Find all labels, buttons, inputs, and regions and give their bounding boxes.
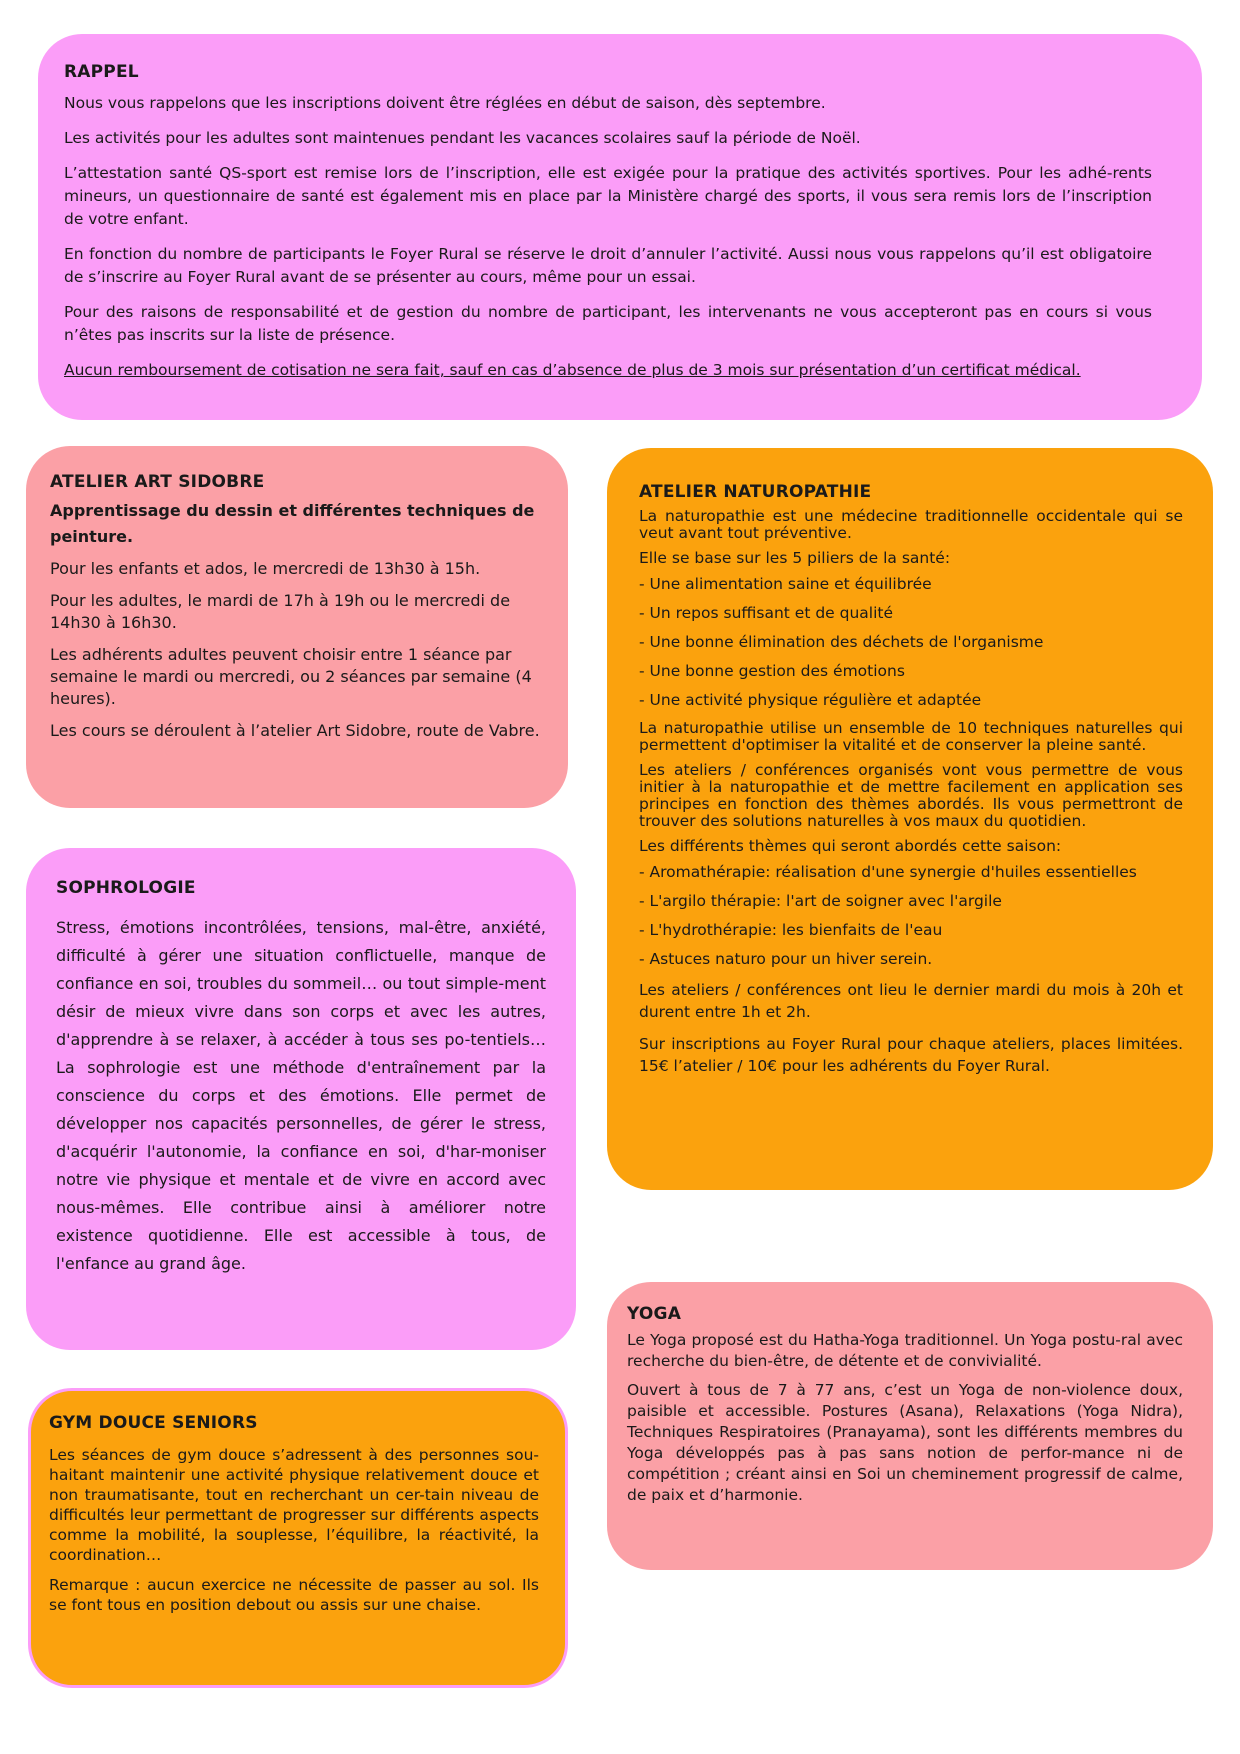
rappel-paragraph: En fonction du nombre de participants le Foyer Rural se réserve le droit d’annuler l’activité. Aussi nous vous rappelons qu’il est obligatoire de s’inscrire au Foyer Rural avant de se présenter au cours, même pour un essai. xyxy=(64,245,1152,286)
art-subtitle: Apprentissage du dessin et différentes techniques de peinture. xyxy=(50,501,535,546)
atelier-art-sidobre-panel xyxy=(26,446,568,808)
naturo-piliers-list xyxy=(639,575,1183,710)
naturo-themes-list xyxy=(639,863,1183,969)
list-item: - L'argilo thérapie: l'art de soigner avec l'argile xyxy=(639,892,1002,910)
gym-paragraph: Remarque : aucun exercice ne nécessite de passer au sol. Ils se font tous en position debout ou assis sur une chaise. xyxy=(49,1576,539,1614)
yoga-paragraph: Le Yoga proposé est du Hatha-Yoga traditionnel. Un Yoga postu-ral avec recherche du bien-être, de détente et de convivialité. xyxy=(627,1331,1183,1370)
yoga-panel xyxy=(607,1282,1213,1570)
naturo-paragraph: Elle se base sur les 5 piliers de la santé: xyxy=(639,549,951,567)
naturo-paragraph: Sur inscriptions au Foyer Rural pour chaque ateliers, places limitées. 15€ l’atelier / 10€ pour les adhérents du Foyer Rural. xyxy=(639,1035,1183,1075)
rappel-paragraph: Pour des raisons de responsabilité et de gestion du nombre de participant, les intervenants ne vous accepteront pas en cours si vous n’êtes pas inscrits sur la liste de présence. xyxy=(64,303,1152,344)
naturo-paragraph: Les ateliers / conférences ont lieu le dernier mardi du mois à 20h et durent entre 1h et 2h. xyxy=(639,981,1183,1021)
yoga-paragraph: Ouvert à tous de 7 à 77 ans, c’est un Yoga de non-violence doux, paisible et accessible. Postures (Asana), Relaxations (Yoga Nidra), Techniques Respiratoires (Pranayama), sont les différents membres du Yoga développés pas à pas sans notion de perfor-mance ni de compétition ; créant ainsi en Soi un cheminement progressif de calme, de paix et d’harmonie. xyxy=(627,1381,1183,1504)
list-item: - L'hydrothérapie: les bienfaits de l'eau xyxy=(639,921,943,939)
list-item: - Une activité physique régulière et adaptée xyxy=(639,691,982,709)
rappel-panel xyxy=(38,34,1202,420)
rappel-paragraph: Nous vous rappelons que les inscriptions doivent être réglées en début de saison, dès septembre. xyxy=(64,94,826,112)
naturo-title: ATELIER NATUROPATHIE xyxy=(639,482,872,502)
sophro-paragraph: Stress, émotions incontrôlées, tensions, mal-être, anxiété, difficulté à gérer une situation conflictuelle, manque de confiance en soi, troubles du sommeil… ou tout simple-ment désir de mieux vivre dans son corps et avec les autres, d'apprendre à se relaxer, à accéder à tous ses po-tentiels… La sophrologie est une méthode d'entraînement par la conscience du corps et des émotions. Elle permet de développer nos capacités personnelles, de gérer le stress, d'acquérir l'autonomie, la confiance en soi, d'har-moniser notre vie physique et mentale et de vivre en accord avec nous-mêmes. Elle contribue ainsi à améliorer notre existence quotidienne. Elle est accessible à tous, de l'enfance au grand âge. xyxy=(56,918,546,1273)
list-item: - Un repos suffisant et de qualité xyxy=(639,604,894,622)
rappel-paragraph: L’attestation santé QS-sport est remise lors de l’inscription, elle est exigée pour la pratique des activités sportives. Pour les adhé-rents mineurs, un questionnaire de santé est également mis en place par la Ministère chargé des sports, il vous sera remis lors de l’inscription de votre enfant. xyxy=(64,164,1152,228)
rappel-title: RAPPEL xyxy=(64,62,139,82)
list-item: - Une alimentation saine et équilibrée xyxy=(639,575,932,593)
yoga-title: YOGA xyxy=(627,1304,682,1324)
art-paragraph: Pour les adultes, le mardi de 17h à 19h ou le mercredi de 14h30 à 16h30. xyxy=(50,591,511,632)
naturo-paragraph: La naturopathie est une médecine traditionnelle occidentale qui se veut avant tout préventive. xyxy=(639,507,1183,542)
atelier-naturopathie-panel xyxy=(607,448,1213,1190)
art-paragraph: Pour les enfants et ados, le mercredi de 13h30 à 15h. xyxy=(50,559,481,578)
sophrologie-panel xyxy=(26,848,576,1350)
list-item: - Une bonne élimination des déchets de l'organisme xyxy=(639,633,1044,651)
gym-title: GYM DOUCE SENIORS xyxy=(49,1413,258,1433)
list-item: - Astuces naturo pour un hiver serein. xyxy=(639,950,933,968)
naturo-paragraph: Les différents thèmes qui seront abordés cette saison: xyxy=(639,837,1062,855)
art-paragraph: Les cours se déroulent à l’atelier Art Sidobre, route de Vabre. xyxy=(50,721,540,740)
gym-paragraph: Les séances de gym douce s’adressent à des personnes sou-haitant maintenir une activité physique relativement douce et non traumatisante, tout en recherchant un cer-tain niveau de difficultés leur permettant de progresser sur différents aspects comme la mobilité, la souplesse, l’équilibre, la réactivité, la coordination… xyxy=(49,1446,539,1564)
list-item: - Aromathérapie: réalisation d'une synergie d'huiles essentielles xyxy=(639,863,1137,881)
rappel-refund-notice: Aucun remboursement de cotisation ne sera fait, sauf en cas d’absence de plus de 3 mois sur présentation d’un certificat médical. xyxy=(64,361,1081,379)
art-title: ATELIER ART SIDOBRE xyxy=(50,472,265,492)
art-paragraph: Les adhérents adultes peuvent choisir entre 1 séance par semaine le mardi ou mercredi, ou 2 séances par semaine (4 heures). xyxy=(50,645,532,708)
naturo-paragraph: Les ateliers / conférences organisés vont vous permettre de vous initier à la naturopathie et de mettre facilement en application ses principes en fonction des thèmes abordés. Ils vous permettront de trouver des solutions naturelles à vos maux du quotidien. xyxy=(639,761,1183,830)
naturo-paragraph: La naturopathie utilise un ensemble de 10 techniques naturelles qui permettent d'optimiser la vitalité et de conserver la pleine santé. xyxy=(639,719,1183,754)
rappel-paragraph: Les activités pour les adultes sont maintenues pendant les vacances scolaires sauf la période de Noël. xyxy=(64,129,861,147)
sophro-title: SOPHROLOGIE xyxy=(56,878,196,898)
list-item: - Une bonne gestion des émotions xyxy=(639,662,905,680)
gym-douce-seniors-panel xyxy=(28,1388,568,1688)
